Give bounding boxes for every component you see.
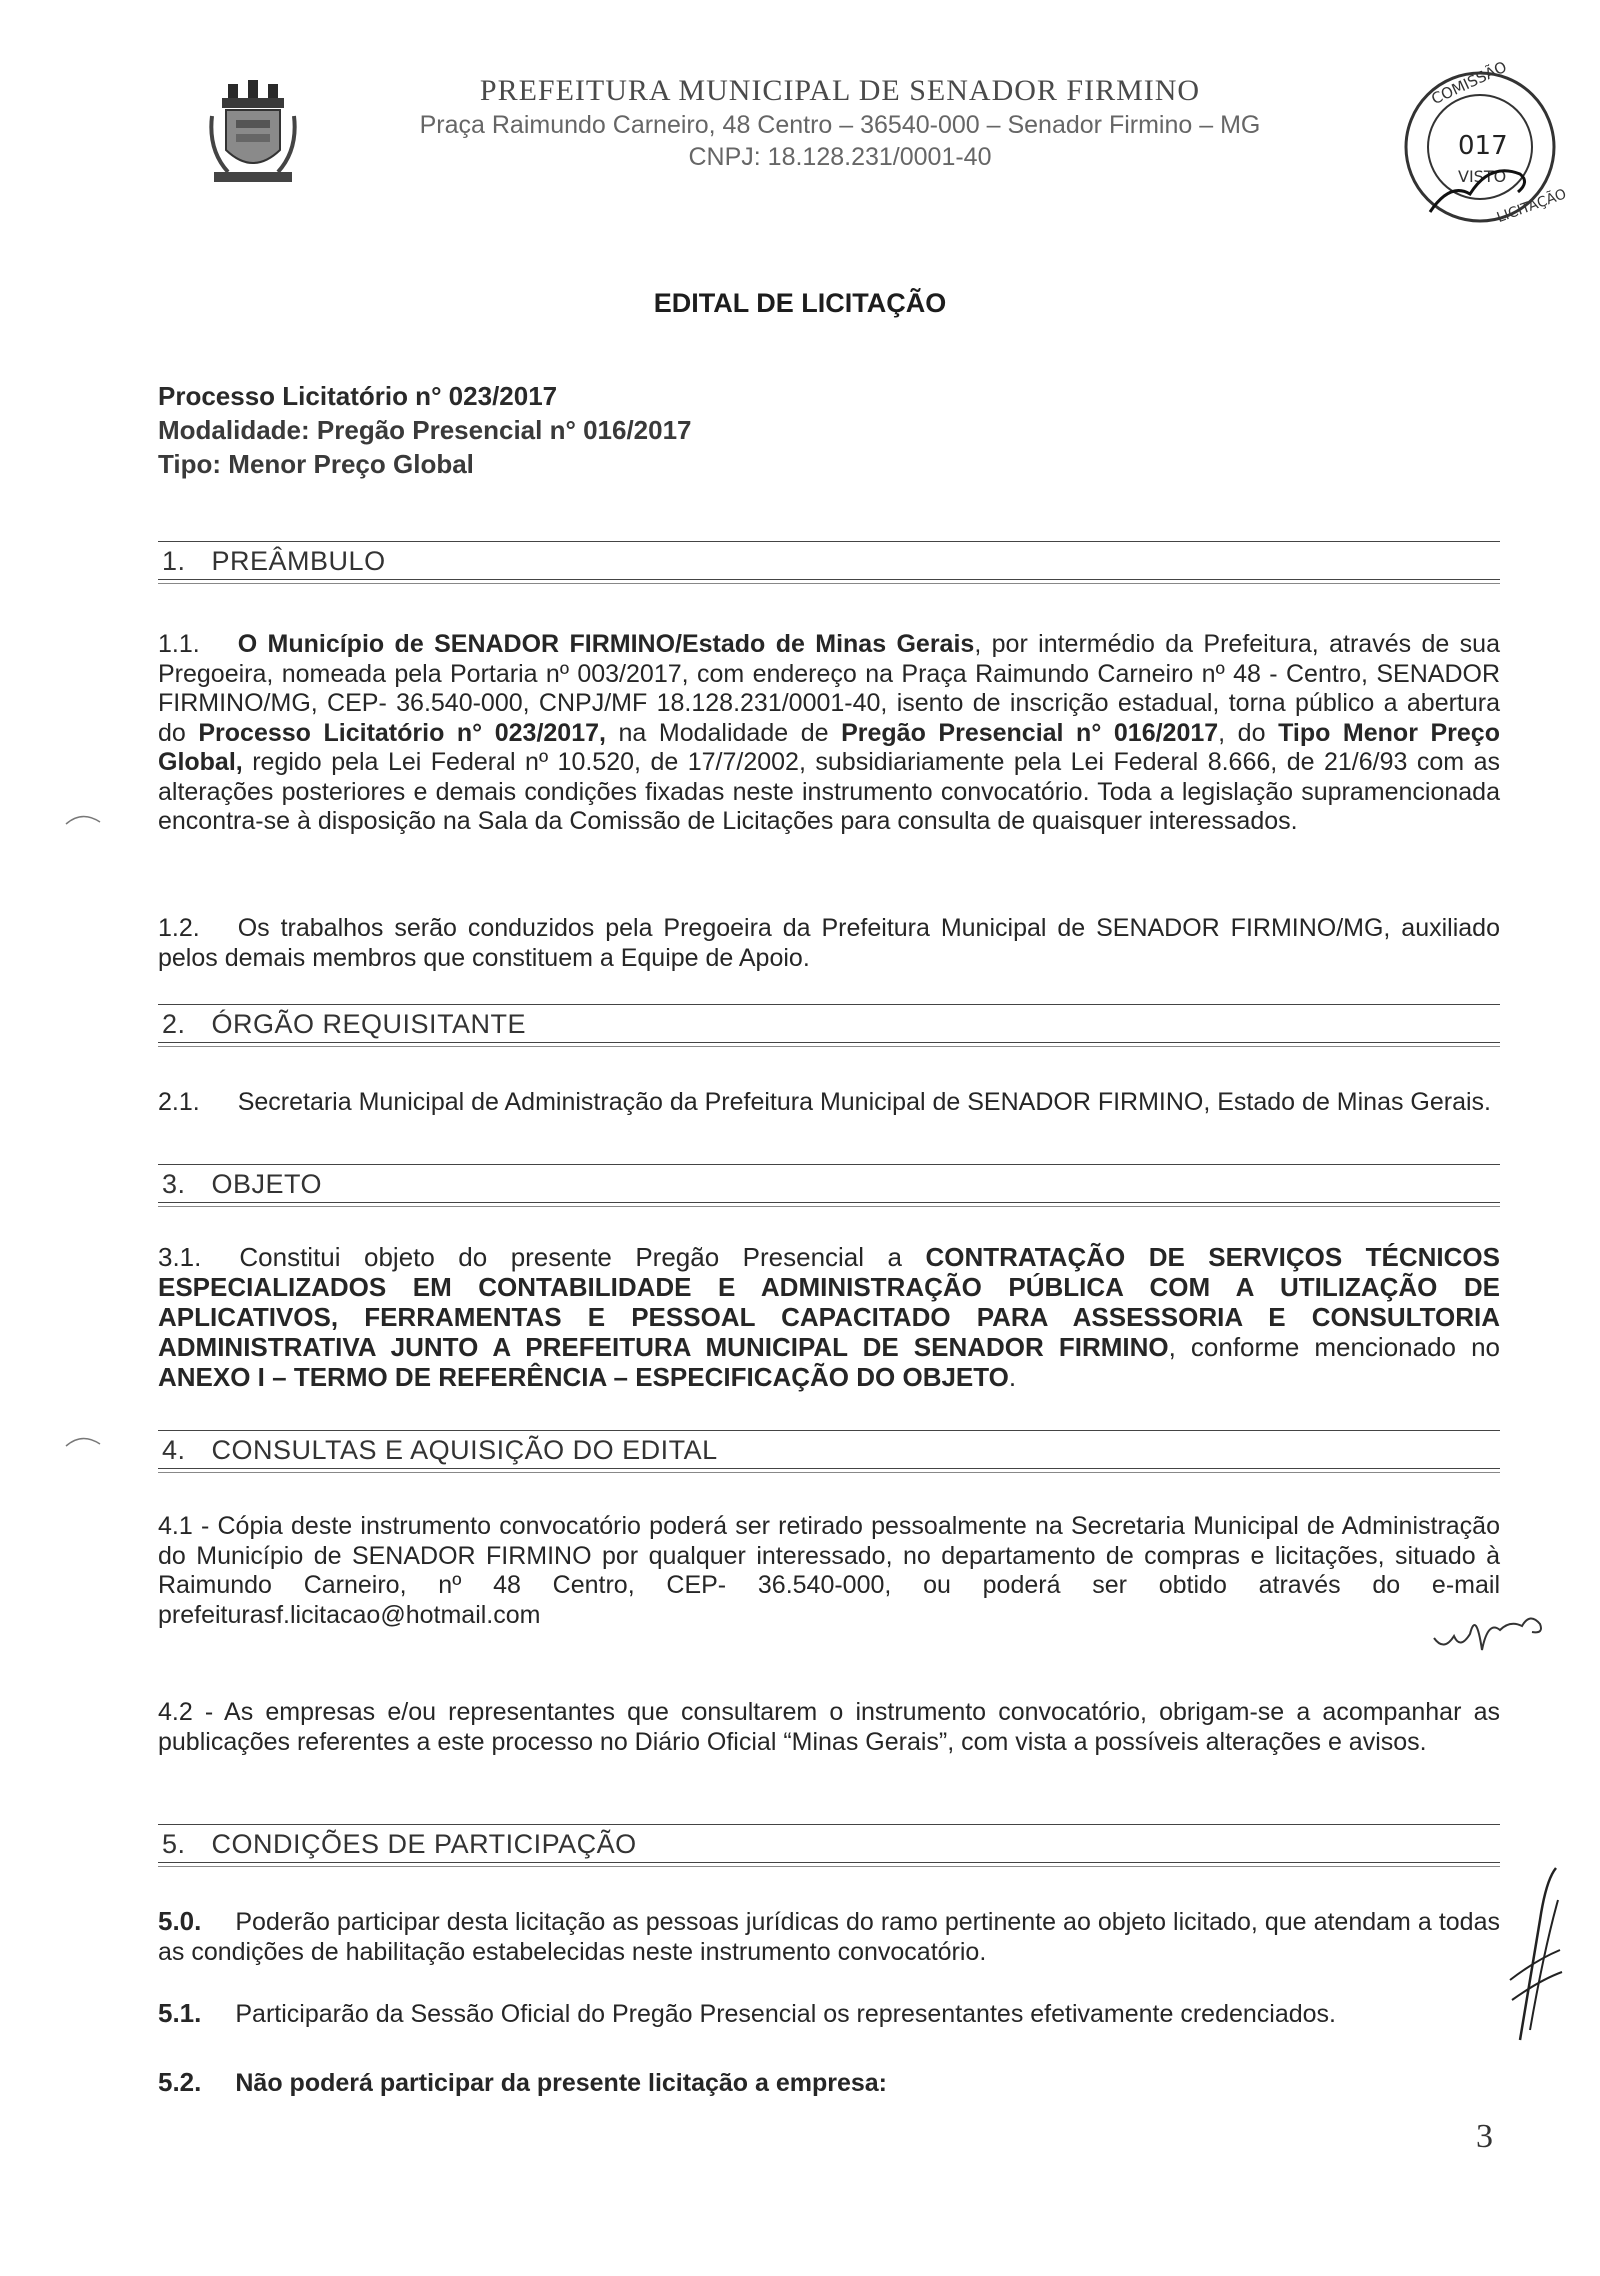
- paragraph-2-1: [158, 1088, 1500, 1118]
- body-text: Os trabalhos serão conduzidos pela Pregoeira da Prefeitura Municipal de SENADOR FIRMINO/MG, auxiliado pelos demais membros que constituem a Equipe de Apoio.: [158, 914, 1500, 972]
- handwritten-signature-icon: [1500, 1860, 1570, 2055]
- section-number: 1.: [162, 546, 186, 576]
- bold-text: ANEXO I – TERMO DE REFERÊNCIA – ESPECIFICAÇÃO DO OBJETO: [158, 1362, 1009, 1392]
- section-title: CONDIÇÕES DE PARTICIPAÇÃO: [211, 1829, 637, 1859]
- municipal-crest-icon: [208, 80, 298, 190]
- body-text: Poderão participar desta licitação as pessoas jurídicas do ramo pertinente ao objeto licitado, que atendam a todas as condições de habilitação estabelecidas neste instrumento convocatório.: [158, 1908, 1500, 1966]
- section-4-heading: [158, 1430, 1500, 1473]
- paragraph-5-1: [158, 1999, 1500, 2030]
- svg-text:VISTO: VISTO: [1458, 167, 1507, 186]
- body-text: Participarão da Sessão Oficial do Pregão Presencial os representantes efetivamente credenciados.: [235, 2000, 1336, 2028]
- section-number: 5.: [162, 1829, 186, 1859]
- section-number: 2.: [162, 1009, 186, 1039]
- section-title: CONSULTAS E AQUISIÇÃO DO EDITAL: [211, 1435, 718, 1465]
- body-text: Secretaria Municipal de Administração da Prefeitura Municipal de SENADOR FIRMINO, Estado de Minas Gerais.: [237, 1088, 1491, 1116]
- paragraph-1-2: [158, 914, 1500, 973]
- body-text: , por intermédio da Prefeitura, através de sua Pregoeira, nomeada pela Portaria nº 003/2017, com endereço na Praça Raimundo Carneiro nº 48 - Centro, SENADOR FIRMINO/MG, CEP- 36.540-000, CNPJ/MF 18.128.231/0001-40, isento de inscrição estadual, torna público a abertura do: [158, 630, 1500, 747]
- section-title: PREÂMBULO: [211, 546, 386, 576]
- bold-text: Tipo Menor Preço Global,: [158, 718, 1500, 776]
- margin-mark-icon: [64, 1432, 104, 1457]
- svg-text:LICITAÇÃO: LICITAÇÃO: [1494, 186, 1569, 227]
- bold-text: O Município de SENADOR FIRMINO/Estado de Minas Gerais: [237, 630, 975, 658]
- bold-text: Pregão Presencial n° 016/2017: [841, 718, 1219, 747]
- body-text: .: [1008, 1362, 1017, 1392]
- section-title: ÓRGÃO REQUISITANTE: [211, 1009, 527, 1039]
- paragraph-4-1: 4.1 - Cópia deste instrumento convocatório poderá ser retirado pessoalmente na Secretaria Municipal de Administração do Município de SENADOR FIRMINO por qualquer interessado, no departamento de compras e licitações, situado à Raimundo Carneiro, nº 48 Centro, CEP- 36.540-000, ou poderá ser obtido através do e-mail prefeiturasf.licitacao@hotmail.com: [158, 1512, 1500, 1629]
- section-title: OBJETO: [211, 1169, 323, 1199]
- svg-text:COMISSÃO: COMISSÃO: [1428, 57, 1510, 109]
- svg-text:017: 017: [1458, 131, 1508, 161]
- paragraph-number: 5.1.: [158, 1998, 202, 2028]
- bold-text: Processo Licitatório n° 023/2017,: [198, 718, 606, 747]
- section-number: 3.: [162, 1169, 186, 1199]
- bold-text: Não poderá participar da presente licitação a empresa:: [235, 2069, 888, 2097]
- paragraph-number: 1.2.: [158, 914, 200, 942]
- paragraph-5-0: [158, 1907, 1500, 1967]
- body-text: , conforme mencionado no: [1168, 1332, 1500, 1362]
- section-number: 4.: [162, 1435, 186, 1465]
- body-text: na Modalidade de: [605, 718, 842, 747]
- body-text: regido pela Lei Federal nº 10.520, de 17/7/2002, subsidiariamente pela Lei Federal 8.666, de 21/6/93 com as alterações posteriores e demais condições fixadas neste instrumento convocatório. Toda a legislação supramencionada encontra-se à disposição na Sala da Comissão de Licitações para consulta de quaisquer interessados.: [158, 748, 1500, 835]
- processo-line: Processo Licitatório n° 023/2017: [158, 381, 558, 411]
- paragraph-1-1: [158, 630, 1500, 837]
- page-number: 3: [1476, 2118, 1493, 2155]
- handwritten-initials-icon: [1430, 1590, 1550, 1665]
- commission-stamp-icon: [1400, 57, 1569, 232]
- paragraph-number: 5.0.: [158, 1906, 202, 1936]
- section-3-heading: [158, 1164, 1500, 1207]
- paragraph-number: 3.1.: [158, 1242, 202, 1272]
- header-cnpj: CNPJ: 18.128.231/0001-40: [688, 143, 992, 171]
- paragraph-number: 5.2.: [158, 2067, 202, 2097]
- section-2-heading: [158, 1004, 1500, 1047]
- body-text: Constitui objeto do presente Pregão Presencial a: [239, 1242, 926, 1272]
- body-text: , do: [1218, 718, 1279, 747]
- margin-mark-icon: [64, 810, 104, 835]
- paragraph-number: 2.1.: [158, 1088, 200, 1116]
- paragraph-3-1: [158, 1242, 1500, 1392]
- modalidade-line: Modalidade: Pregão Presencial n° 016/2017: [158, 415, 692, 445]
- paragraph-4-2: 4.2 - As empresas e/ou representantes que consultarem o instrumento convocatório, obrigam-se a acompanhar as publicações referentes a este processo no Diário Oficial “Minas Gerais”, com vista a possíveis alterações e avisos.: [158, 1698, 1500, 1756]
- paragraph-5-2: [158, 2068, 1500, 2099]
- paragraph-number: 1.1.: [158, 630, 200, 658]
- bold-text: CONTRATAÇÃO DE SERVIÇOS TÉCNICOS ESPECIALIZADOS EM CONTABILIDADE E ADMINISTRAÇÃO PÚBLICA COM A UTILIZAÇÃO DE APLICATIVOS, FERRAMENTAS E PESSOAL CAPACITADO PARA ASSESSORIA E CONSULTORIA ADMINISTRATIVA JUNTO A PREFEITURA MUNICIPAL DE SENADOR FIRMINO: [158, 1242, 1500, 1362]
- section-1-heading: [158, 541, 1500, 584]
- tipo-line: Tipo: Menor Preço Global: [158, 449, 474, 479]
- document-title: EDITAL DE LICITAÇÃO: [653, 288, 947, 318]
- section-5-heading: [158, 1824, 1500, 1867]
- header-address: Praça Raimundo Carneiro, 48 Centro – 36540-000 – Senador Firmino – MG: [419, 111, 1261, 139]
- header-title: PREFEITURA MUNICIPAL DE SENADOR FIRMINO: [479, 74, 1201, 107]
